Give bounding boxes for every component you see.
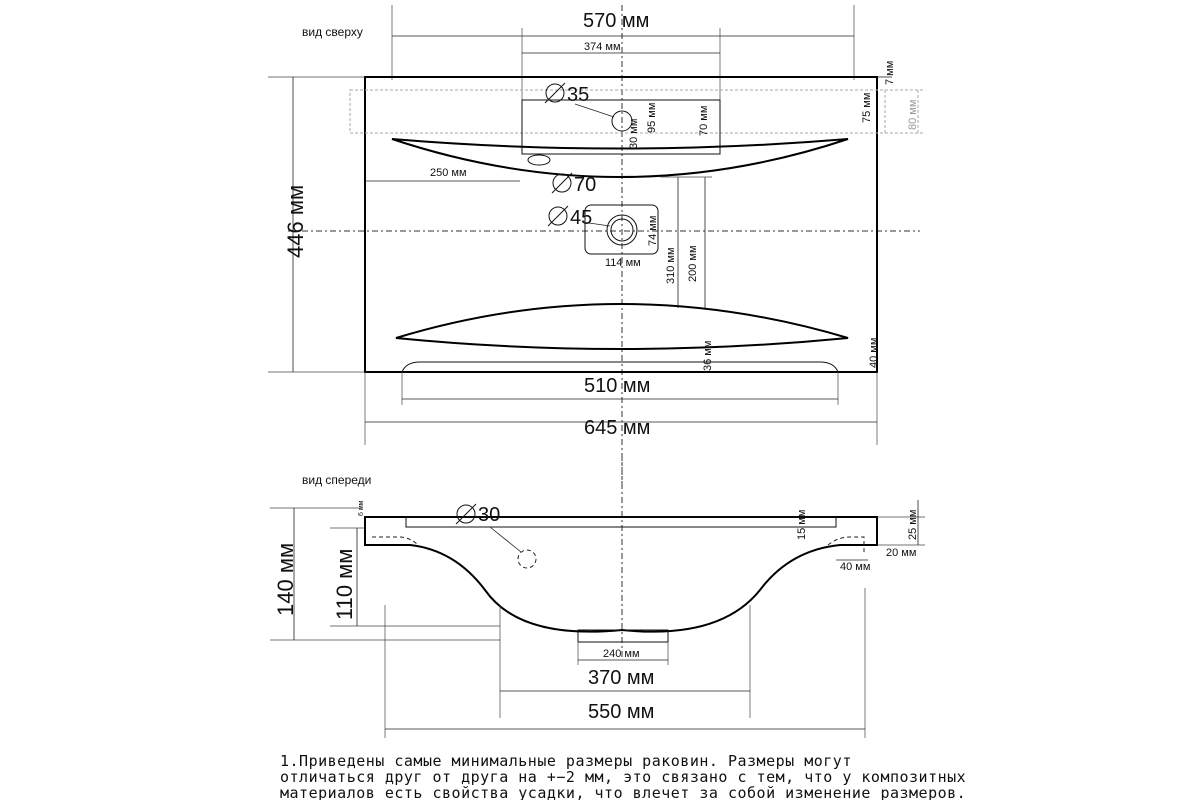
- dim-374: 374 мм: [584, 41, 621, 53]
- dim-6: 6 мм: [358, 500, 365, 516]
- dim-240: 240 мм: [603, 648, 640, 660]
- dim-40: 40 мм: [868, 337, 880, 368]
- dim-570: 570 мм: [583, 10, 650, 32]
- dim-110: 110 мм: [332, 548, 357, 620]
- top-view-label: вид сверху: [302, 25, 363, 39]
- note-line-2: отличаться друг от друга на +−2 мм, это связано с тем, что у композитных: [280, 768, 967, 786]
- dim-310: 310 мм: [665, 247, 677, 284]
- dim-30: 30 мм: [628, 118, 640, 149]
- dim-95: 95 мм: [646, 102, 658, 133]
- dim-7: 7 мм: [884, 60, 896, 85]
- dia-45: 45: [570, 207, 593, 229]
- faucet-deck: [522, 100, 720, 154]
- overflow-hole-front: [518, 550, 536, 568]
- dim-70: 70 мм: [698, 105, 710, 136]
- dia-slash-30: [456, 504, 476, 524]
- dim-550: 550 мм: [588, 701, 655, 723]
- note-line-1: 1.Приведены самые минимальные размеры раковин. Размеры могут: [280, 752, 852, 770]
- dia-35: 35: [567, 84, 590, 106]
- backsplash-ghost: [350, 90, 885, 133]
- dim-510: 510 мм: [584, 375, 651, 397]
- dim-250: 250 мм: [430, 167, 467, 179]
- sink-outline-top: [365, 77, 877, 372]
- leader-30: [490, 527, 521, 552]
- dia-30: 30: [478, 504, 501, 526]
- dim-200: 200 мм: [687, 245, 699, 282]
- dim-446: 446 мм: [283, 184, 308, 258]
- dim-114: 114 мм: [605, 257, 641, 269]
- dim-15: 15 мм: [796, 509, 808, 540]
- dia-slash-45: [548, 206, 568, 226]
- leader-35: [575, 104, 614, 117]
- dim-140: 140 мм: [273, 542, 298, 616]
- dim-25: 25 мм: [907, 509, 919, 540]
- dia-slash-70: [552, 173, 572, 193]
- note-line-3: материалов есть свойства усадки, что влечет за собой изменение размеров.: [280, 784, 967, 800]
- dim-40-front: 40 мм: [840, 561, 871, 573]
- front-lip: [402, 362, 838, 372]
- dim-74: 74 мм: [647, 215, 659, 246]
- dim-370: 370 мм: [588, 667, 655, 689]
- dim-36: 36 мм: [702, 340, 714, 371]
- dim-75: 75 мм: [861, 92, 873, 123]
- dim-80: 80 мм: [907, 99, 919, 130]
- front-view-label: вид спереди: [302, 473, 372, 487]
- dia-70: 70: [574, 174, 597, 196]
- dashed-edge-left: [372, 537, 418, 545]
- dim-20: 20 мм: [886, 547, 917, 559]
- dim-645: 645 мм: [584, 417, 651, 439]
- overflow-slot: [528, 155, 550, 165]
